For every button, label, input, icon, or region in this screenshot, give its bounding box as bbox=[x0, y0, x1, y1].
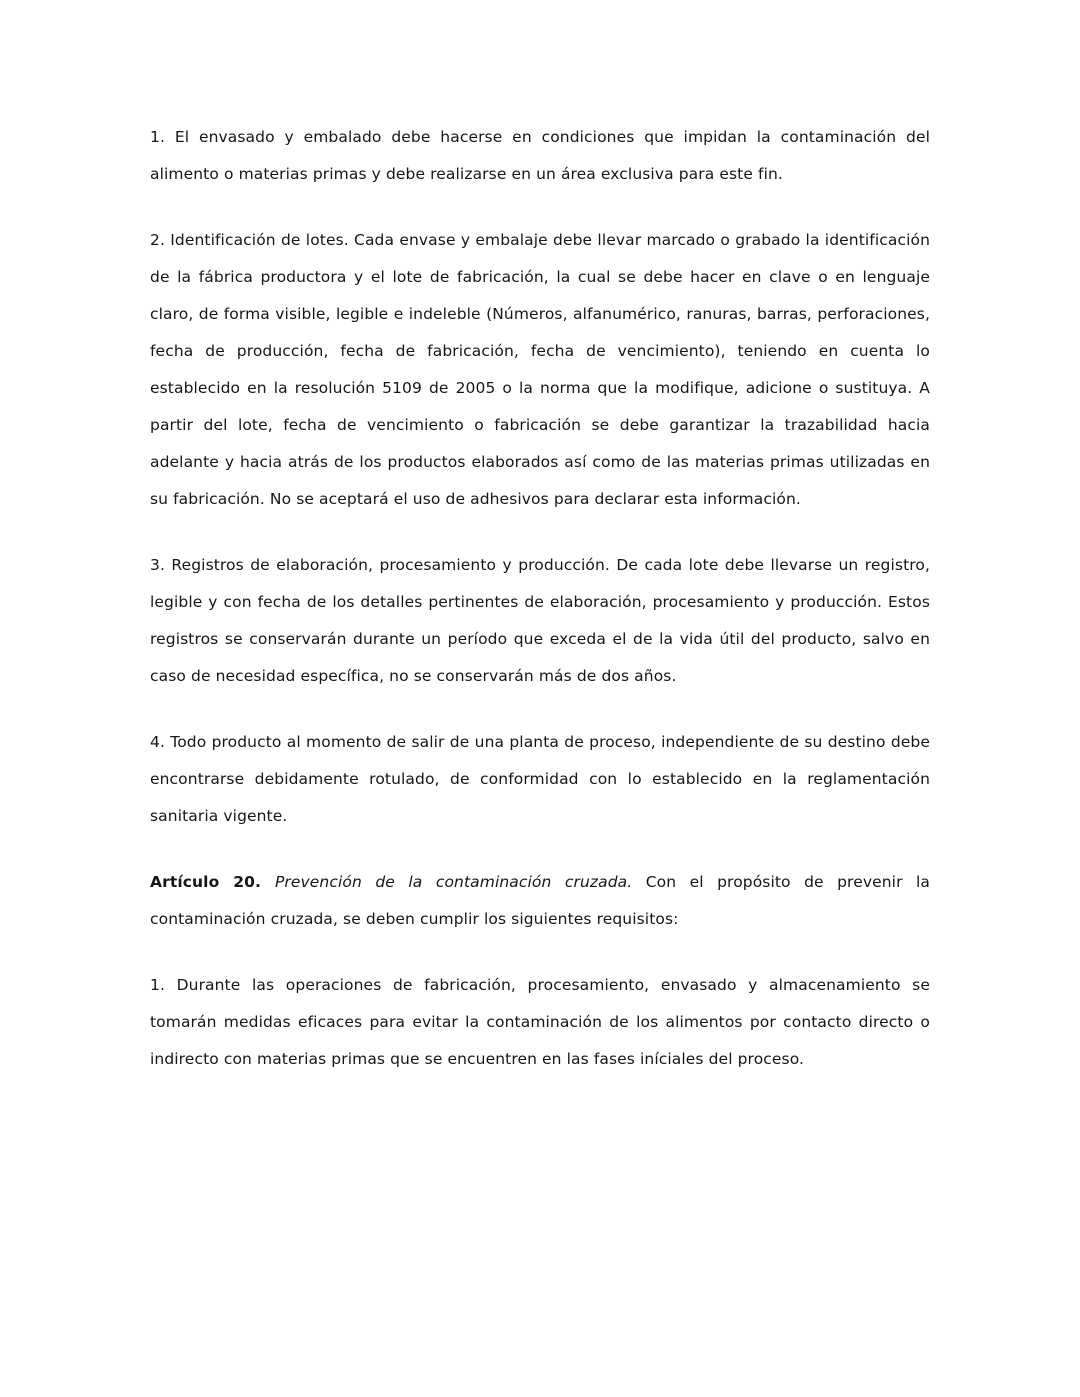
paragraph-numbered-3: 3. Registros de elaboración, procesamiento y producción. De cada lote debe llevarse un registro, legible y con fecha de los detalles pertinentes de elaboración, procesamiento y producción. Estos registros se conservarán durante un período que exceda el de la vida útil del producto, salvo en caso de necesidad específica, no se conservarán más de dos años. bbox=[150, 556, 930, 685]
paragraph-numbered-5: 1. Durante las operaciones de fabricación, procesamiento, envasado y almacenamiento se tomarán medidas eficaces para evitar la contaminación de los alimentos por contacto directo o indirecto con materias primas que se encuentren en las fases iníciales del proceso. bbox=[150, 976, 930, 1068]
paragraph-numbered-1: 1. El envasado y embalado debe hacerse en condiciones que impidan la contaminación del alimento o materias primas y debe realizarse en un área exclusiva para este fin. bbox=[150, 128, 930, 183]
article-subject-italic: Prevención de la contaminación cruzada. bbox=[274, 873, 646, 891]
paragraph-numbered-4: 4. Todo producto al momento de salir de una planta de proceso, independiente de su destino debe encontrarse debidamente rotulado, de conformidad con lo establecido en la reglamentación sanitaria vigente. bbox=[150, 733, 930, 825]
paragraph-article-20 bbox=[150, 864, 930, 938]
article-intro-text: Con el propósito de prevenir la contaminación cruzada, se deben cumplir los siguientes requisitos: bbox=[150, 873, 930, 928]
article-number-label: Artículo 20. bbox=[150, 873, 275, 891]
paragraph-numbered-2: 2. Identificación de lotes. Cada envase y embalaje debe llevar marcado o grabado la identificación de la fábrica productora y el lote de fabricación, la cual se debe hacer en clave o en lenguaje claro, de forma visible, legible e indeleble (Números, alfanumérico, ranuras, barras, perforaciones, fecha de producción, fecha de fabricación, fecha de vencimiento), teniendo en cuenta lo establecido en la resolución 5109 de 2005 o la norma que la modifique, adicione o sustituya. A partir del lote, fecha de vencimiento o fabricación se debe garantizar la trazabilidad hacia adelante y hacia atrás de los productos elaborados así como de las materias primas utilizadas en su fabricación. No se aceptará el uso de adhesivos para declarar esta información. bbox=[150, 231, 930, 508]
